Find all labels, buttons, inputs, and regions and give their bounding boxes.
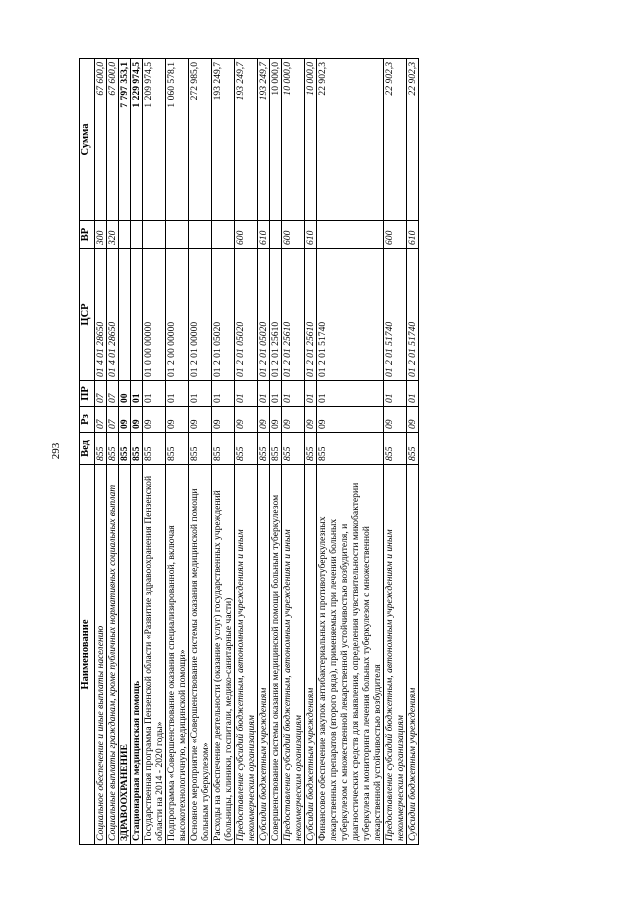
cell-csr: 01 4 01 28650 (107, 249, 119, 381)
cell-vedom: 855 (107, 433, 119, 465)
cell-pr: 01 (235, 381, 258, 407)
cell-pr: 01 (282, 381, 305, 407)
cell-csr: 01 2 01 25610 (282, 249, 305, 381)
cell-sum: 22 902,3 (384, 59, 407, 221)
cell-vedom: 855 (384, 433, 407, 465)
cell-csr: 01 2 01 51740 (317, 249, 384, 381)
cell-name: Предоставление субсидий бюджетным, автономным учреждениям и иным некоммерческим организациям (282, 465, 305, 845)
table-body (95, 59, 419, 845)
cell-rz: 09 (119, 407, 131, 433)
cell-sum: 22 902,3 (407, 59, 419, 221)
cell-csr (119, 249, 131, 381)
cell-vr (143, 221, 166, 249)
cell-vr: 610 (258, 221, 270, 249)
header-csr: ЦСР (80, 249, 95, 381)
cell-csr: 01 2 01 51740 (407, 249, 419, 381)
cell-pr: 01 (212, 381, 235, 407)
cell-name: Государственная программа Пензенской области «Развитие здравоохранения Пензенской области на 2014 - 2020 годы» (143, 465, 166, 845)
cell-rz: 07 (95, 407, 107, 433)
cell-rz: 09 (166, 407, 189, 433)
cell-pr: 01 (384, 381, 407, 407)
cell-vr: 320 (107, 221, 119, 249)
cell-sum: 10 000,0 (282, 59, 305, 221)
cell-rz: 09 (407, 407, 419, 433)
cell-csr: 01 2 01 00000 (189, 249, 212, 381)
cell-vedom: 855 (95, 433, 107, 465)
cell-vr: 600 (282, 221, 305, 249)
table-row (258, 59, 270, 845)
cell-rz: 07 (107, 407, 119, 433)
table-row (212, 59, 235, 845)
cell-sum: 193 249,7 (258, 59, 270, 221)
header-rz: Рз (80, 407, 95, 433)
budget-table (79, 58, 419, 845)
cell-vedom: 855 (282, 433, 305, 465)
cell-vedom: 855 (258, 433, 270, 465)
page-number: 293 (50, 442, 62, 460)
cell-sum: 7 797 353,1 (119, 59, 131, 221)
cell-pr: 01 (166, 381, 189, 407)
cell-rz: 09 (270, 407, 282, 433)
table-row (235, 59, 258, 845)
cell-vr: 300 (95, 221, 107, 249)
cell-pr: 01 (131, 381, 143, 407)
cell-vedom: 855 (317, 433, 384, 465)
cell-pr: 00 (119, 381, 131, 407)
rotated-page-content (79, 59, 599, 845)
cell-vr: 600 (235, 221, 258, 249)
header-pr: ПР (80, 381, 95, 407)
table-row (317, 59, 384, 845)
cell-name: Расходы на обеспечение деятельности (оказание услуг) государственных учреждений (больницы, клиники, госпитали, медико-санитарные части) (212, 465, 235, 845)
cell-rz: 09 (282, 407, 305, 433)
cell-pr: 01 (189, 381, 212, 407)
cell-sum: 1 060 578,1 (166, 59, 189, 221)
cell-vedom: 855 (166, 433, 189, 465)
header-row (80, 59, 95, 845)
cell-sum: 67 600,0 (107, 59, 119, 221)
cell-name: Субсидии бюджетным учреждениям (407, 465, 419, 845)
cell-name: Предоставление субсидий бюджетным, автономным учреждениям и иным некоммерческим организациям (235, 465, 258, 845)
cell-name: Основное мероприятие «Совершенствование системы оказания медицинской помощи больным туберкулезом» (189, 465, 212, 845)
cell-vedom: 855 (407, 433, 419, 465)
header-vr: ВР (80, 221, 95, 249)
cell-sum: 193 249,7 (212, 59, 235, 221)
table-row (282, 59, 305, 845)
cell-sum: 10 000,0 (305, 59, 317, 221)
table-row (305, 59, 317, 845)
cell-name: Стационарная медицинская помощь (131, 465, 143, 845)
cell-name: Совершенствование системы оказания медицинской помощи больным туберкулезом (270, 465, 282, 845)
cell-rz: 09 (317, 407, 384, 433)
cell-sum: 67 600,0 (95, 59, 107, 221)
cell-vr (212, 221, 235, 249)
cell-vr: 610 (407, 221, 419, 249)
cell-csr: 01 2 01 05020 (235, 249, 258, 381)
cell-pr: 01 (407, 381, 419, 407)
cell-vedom: 855 (305, 433, 317, 465)
cell-name: Предоставление субсидий бюджетным, автономным учреждениям и иным некоммерческим организациям (384, 465, 407, 845)
header-vedom: Вед (80, 433, 95, 465)
cell-pr: 07 (95, 381, 107, 407)
cell-vedom: 855 (235, 433, 258, 465)
cell-rz: 09 (384, 407, 407, 433)
cell-name: ЗДРАВООХРАНЕНИЕ (119, 465, 131, 845)
cell-csr: 01 2 00 00000 (166, 249, 189, 381)
table-row (407, 59, 419, 845)
table-row (131, 59, 143, 845)
table-row (166, 59, 189, 845)
cell-sum: 272 985,0 (189, 59, 212, 221)
cell-pr: 01 (317, 381, 384, 407)
cell-sum: 22 902,3 (317, 59, 384, 221)
cell-vedom: 855 (189, 433, 212, 465)
header-sum: Сумма (80, 59, 95, 221)
cell-sum: 10 000,0 (270, 59, 282, 221)
cell-vedom: 855 (131, 433, 143, 465)
header-name: Наименование (80, 465, 95, 845)
cell-rz: 09 (131, 407, 143, 433)
cell-pr: 01 (270, 381, 282, 407)
cell-csr: 01 2 01 05020 (258, 249, 270, 381)
cell-rz: 09 (212, 407, 235, 433)
cell-vr: 600 (384, 221, 407, 249)
cell-vr (119, 221, 131, 249)
cell-pr: 01 (305, 381, 317, 407)
cell-csr: 01 2 01 51740 (384, 249, 407, 381)
cell-vr: 610 (305, 221, 317, 249)
cell-vedom: 855 (270, 433, 282, 465)
table-row (189, 59, 212, 845)
table-row (107, 59, 119, 845)
cell-csr: 01 0 00 00000 (143, 249, 166, 381)
cell-name: Субсидии бюджетным учреждениям (305, 465, 317, 845)
cell-pr: 01 (143, 381, 166, 407)
cell-vr (166, 221, 189, 249)
cell-rz: 09 (143, 407, 166, 433)
cell-rz: 09 (258, 407, 270, 433)
cell-csr: 01 2 01 25610 (305, 249, 317, 381)
cell-name: Социальные выплаты гражданам, кроме публичных нормативных социальных выплат (107, 465, 119, 845)
table-row (270, 59, 282, 845)
cell-rz: 09 (189, 407, 212, 433)
cell-csr: 01 2 01 25610 (270, 249, 282, 381)
cell-name: Субсидии бюджетным учреждениям (258, 465, 270, 845)
cell-name: Финансовое обеспечение закупок антибактериальных и противотуберкулезных лекарственных препаратов (второго ряда), применяемых при лечении больных туберкулезом с множественной лекарственной устойчивостью возбудителя, и диагностических средств для выявления, определения чувствительности микобактерии туберкулеза и мониторинга лечения больных туберкулезом с множественной лекарственной устойчивостью возбудителя (317, 465, 384, 845)
cell-vedom: 855 (143, 433, 166, 465)
cell-vr (131, 221, 143, 249)
cell-vedom: 855 (119, 433, 131, 465)
cell-sum: 1 209 974,5 (143, 59, 166, 221)
table-header (80, 59, 95, 845)
table-row (384, 59, 407, 845)
cell-vr (189, 221, 212, 249)
cell-csr: 01 4 01 28650 (95, 249, 107, 381)
cell-vedom: 855 (212, 433, 235, 465)
cell-sum: 1 229 974,5 (131, 59, 143, 221)
cell-rz: 09 (305, 407, 317, 433)
table-row (119, 59, 131, 845)
cell-csr: 01 2 01 05020 (212, 249, 235, 381)
cell-csr (131, 249, 143, 381)
cell-vr (270, 221, 282, 249)
table-row (95, 59, 107, 845)
cell-vr (317, 221, 384, 249)
cell-rz: 09 (235, 407, 258, 433)
cell-sum: 193 249,7 (235, 59, 258, 221)
cell-name: Социальное обеспечение и иные выплаты населению (95, 465, 107, 845)
cell-pr: 07 (107, 381, 119, 407)
cell-name: Подпрограмма «Совершенствование оказания специализированной, включая высокотехнологичную, медицинской помощи» (166, 465, 189, 845)
cell-pr: 01 (258, 381, 270, 407)
table-row (143, 59, 166, 845)
